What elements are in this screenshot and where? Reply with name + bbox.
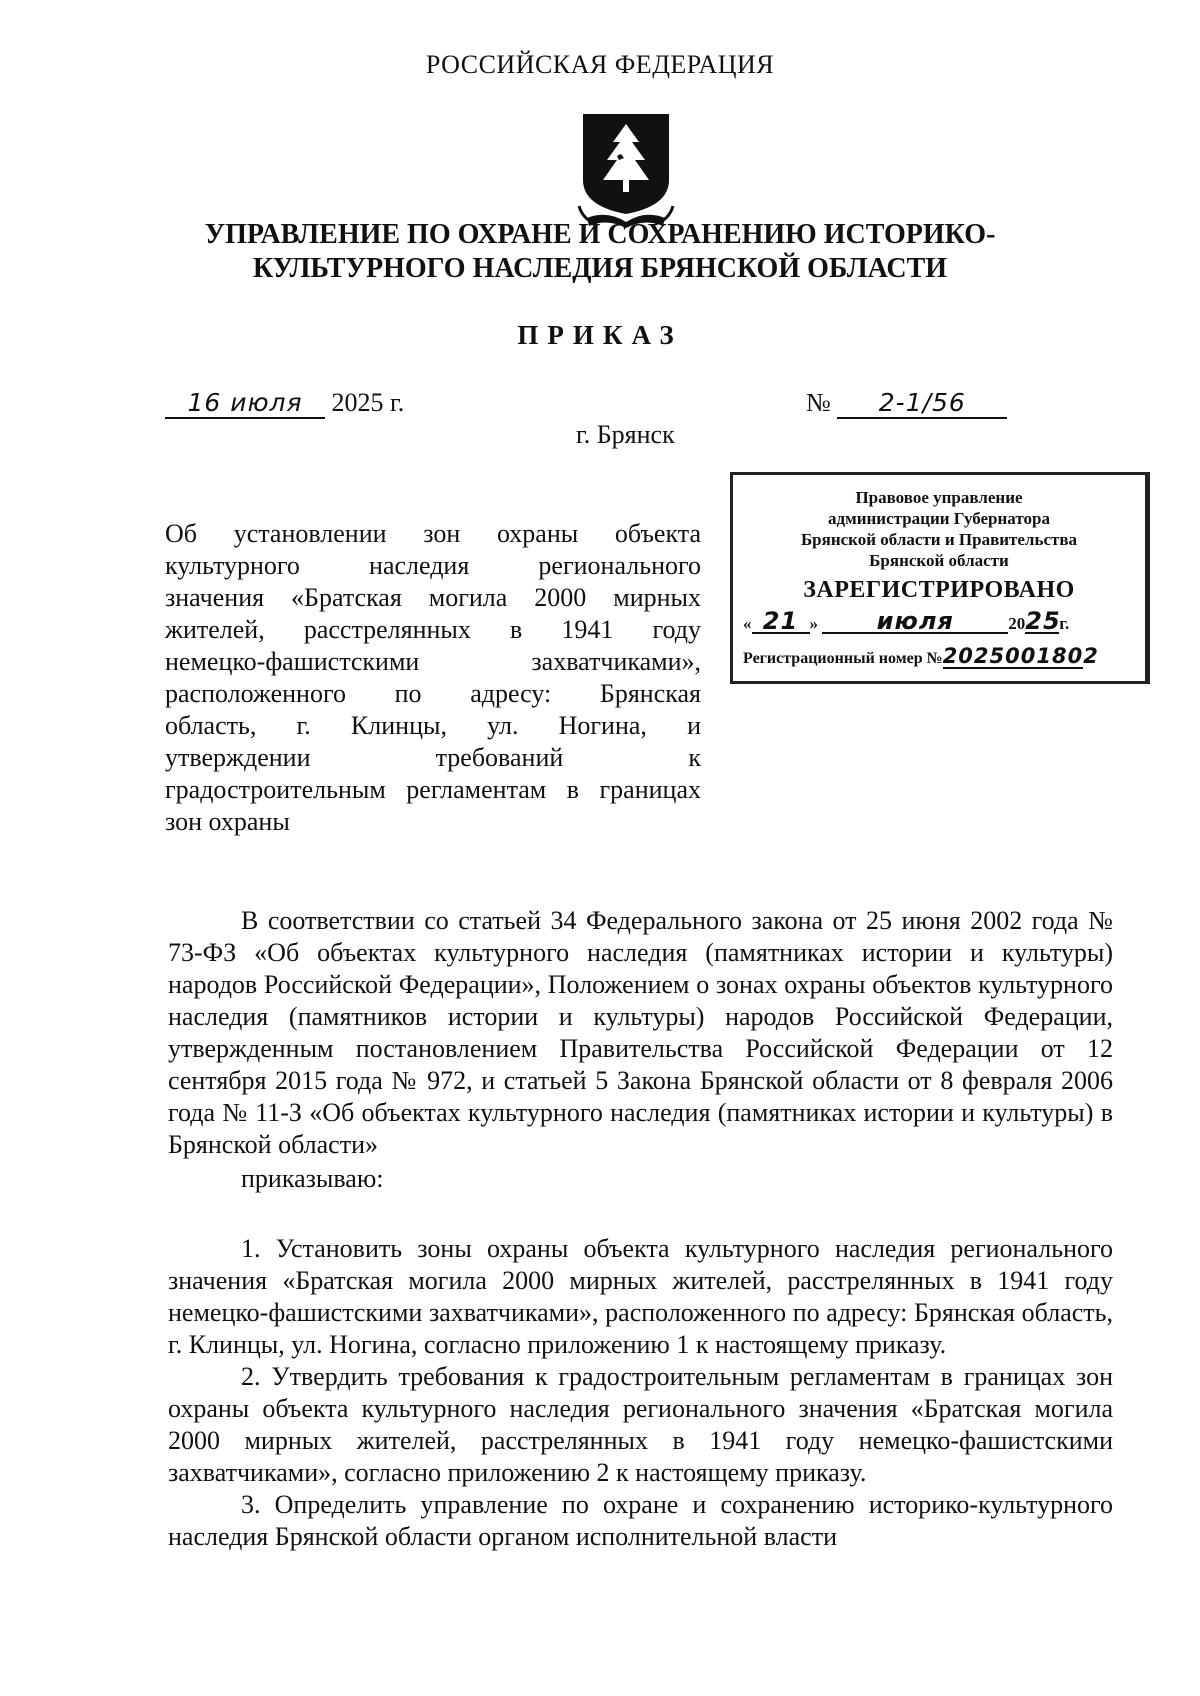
preamble-text: В соответствии со статьей 34 Федерального закона от 25 июня 2002 года № 73-ФЗ «Об объектах культурного наследия (памятниках истории и культуры) народов Российской Федерации», Положением о зонах охраны объектов культурного наследия (памятников истории и культуры) народов Российской Федерации, утвержденным постановлением Правительства Российской Федерации от 12 сентября 2015 года № 972, и статьей 5 Закона Брянской области от 8 февраля 2006 года № 11-З «Об объектах культурного наследия (памятниках истории и культуры) в Брянской области» xyxy=(168,906,1113,1159)
country-heading: РОССИЙСКАЯ ФЕДЕРАЦИЯ xyxy=(425,50,775,79)
stamp-date xyxy=(743,607,1135,635)
bryansk-coat-of-arms-icon xyxy=(577,110,675,230)
title-line: культурного наследия регионального xyxy=(165,551,701,580)
title-line: немецко-фашистскими захватчиками», xyxy=(165,647,701,676)
stamp-month-handwritten: июля xyxy=(822,611,1008,634)
stamp-org-line: Брянской области и Правительства xyxy=(800,530,1078,549)
stamp-quote-open: « xyxy=(743,614,752,633)
stamp-registered: ЗАРЕГИСТРИРОВАНО xyxy=(803,577,1075,603)
order-number-handwritten: 2-1/56 xyxy=(837,388,1007,419)
stamp-org-line: Правовое управление xyxy=(855,488,1023,507)
title-line: жителей, расстрелянных в 1941 году xyxy=(165,615,701,644)
stamp-org-line: администрации Губернатора xyxy=(828,509,1050,528)
title-line: градостроительным регламентам в границах xyxy=(165,775,701,804)
stamp-reg-number-handwritten: 2025001802 xyxy=(942,644,1099,668)
stamp-reg-label: Регистрационный номер № xyxy=(743,650,943,667)
title-line: утверждении требований к xyxy=(165,743,701,772)
stamp-year-handwritten: 25 xyxy=(1025,607,1061,635)
stamp-year-suffix: г. xyxy=(1059,614,1070,633)
stamp-reg-number xyxy=(743,646,1135,669)
agency-name-line2: КУЛЬТУРНОГО НАСЛЕДИЯ БРЯНСКОЙ ОБЛАСТИ xyxy=(252,253,948,284)
registration-stamp xyxy=(730,472,1150,684)
preamble xyxy=(168,905,1113,1161)
order-date-year: 2025 г. xyxy=(331,388,405,417)
order-number xyxy=(806,388,1007,419)
title-line: зон охраны xyxy=(165,807,290,836)
order-item: 1. Установить зоны охраны объекта культурного наследия регионального значения «Братская могила 2000 мирных жителей, расстрелянных в 1941 году немецко-фашистскими захватчиками», расположенного по адресу: Брянская область, г. Клинцы, ул. Ногина, согласно приложению 1 к настоящему приказу. xyxy=(168,1234,1113,1359)
title-line: расположенного по адресу: Брянская xyxy=(165,679,701,708)
document-type: ПРИКАЗ xyxy=(517,320,683,350)
agency-name-line1: УПРАВЛЕНИЕ ПО ОХРАНЕ И СОХРАНЕНИЮ ИСТОРИКО- xyxy=(204,219,996,250)
stamp-day-handwritten: 21 xyxy=(752,611,810,634)
order-date xyxy=(165,388,404,419)
order-title xyxy=(165,518,701,838)
order-number-prefix: № xyxy=(806,388,831,417)
order-items xyxy=(168,1233,1113,1553)
order-word: приказываю: xyxy=(241,1164,384,1193)
order-item: 3. Определить управление по охране и сохранению историко-культурного наследия Брянской области органом исполнительной власти xyxy=(168,1490,1113,1551)
title-line: значения «Братская могила 2000 мирных xyxy=(165,583,701,612)
city: г. Брянск xyxy=(576,420,675,449)
order-date-handwritten: 16 июля xyxy=(165,388,325,419)
title-line: область, г. Клинцы, ул. Ногина, и xyxy=(165,711,701,740)
title-line: Об установлении зон охраны объекта xyxy=(165,519,701,548)
stamp-year-prefix: 20 xyxy=(1008,614,1026,633)
order-item: 2. Утвердить требования к градостроительным регламентам в границах зон охраны объекта культурного наследия регионального значения «Братская могила 2000 мирных жителей, расстрелянных в 1941 году немецко-фашистскими захватчиками», согласно приложению 2 к настоящему приказу. xyxy=(168,1362,1113,1487)
agency-name xyxy=(0,218,1200,286)
stamp-quote-close: » xyxy=(809,614,818,633)
stamp-org-line: Брянской области xyxy=(869,551,1009,570)
